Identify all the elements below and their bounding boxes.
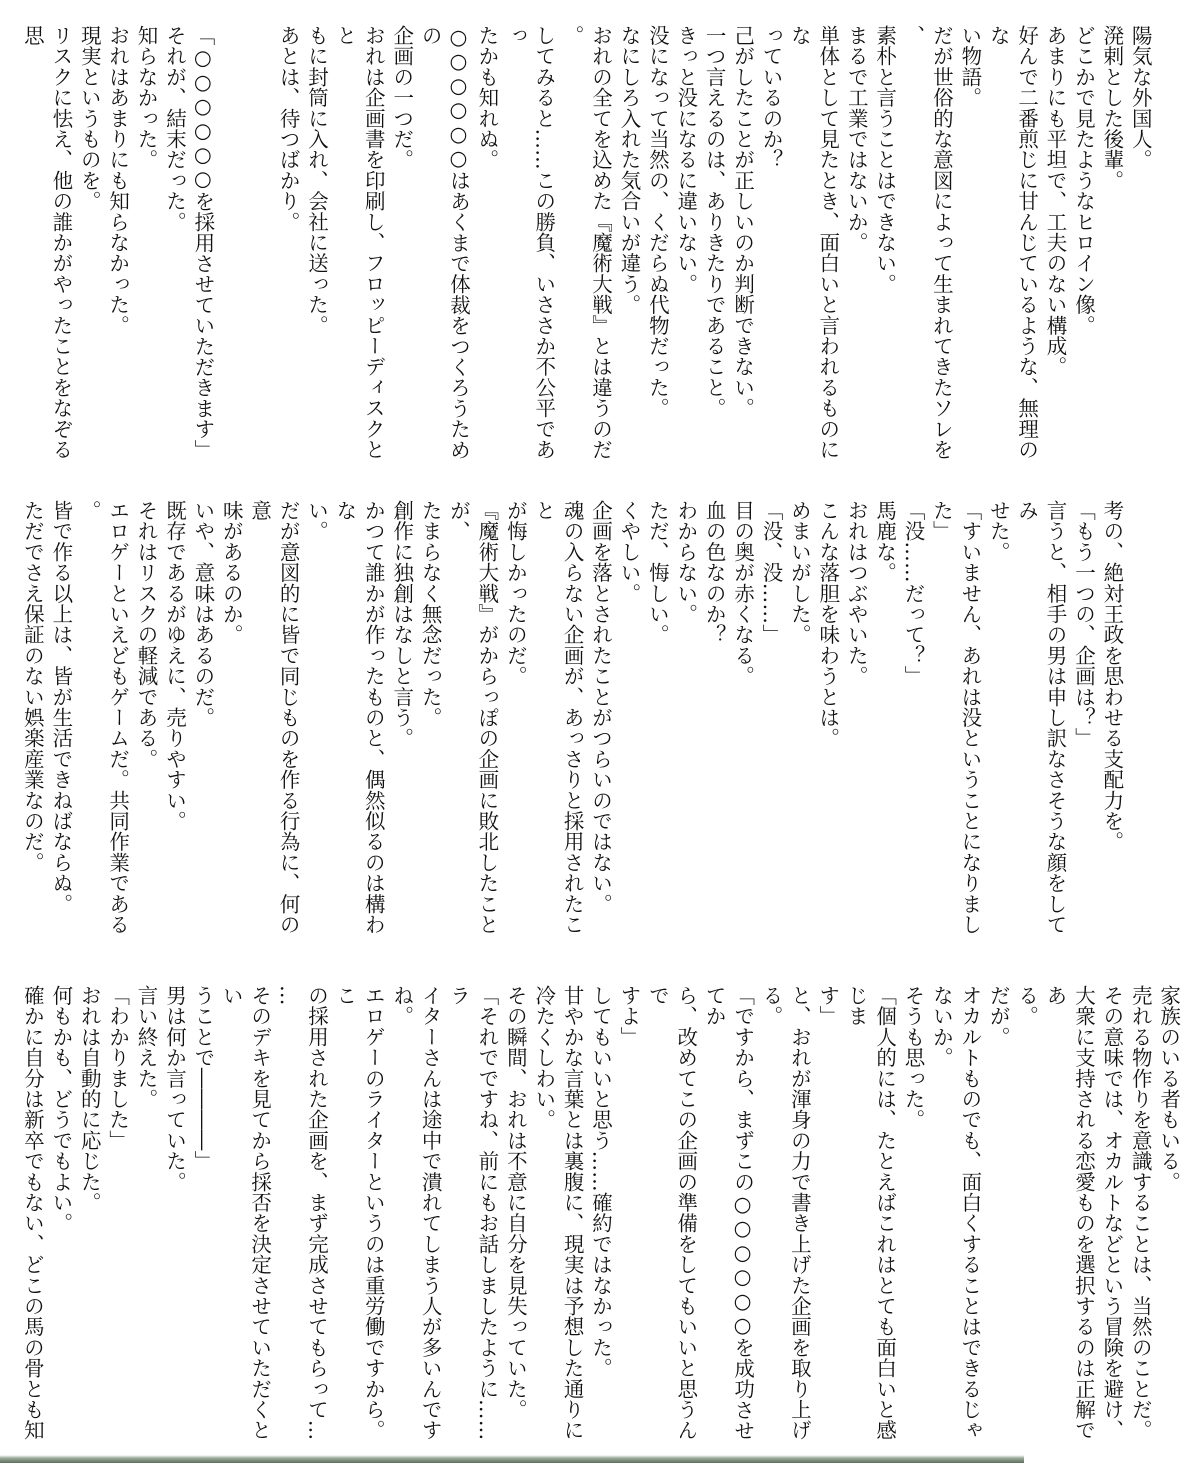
text-line: その瞬間、おれは不意に自分を見失っていた。 — [503, 985, 528, 1420]
text-line: ただ、悔しい。 — [645, 500, 670, 645]
text-line: 血の色なのか？ — [702, 500, 727, 645]
text-line: 大衆に支持される恋愛ものを選択するのは正解であ — [1043, 985, 1096, 1441]
text-line: 皆で作る以上は、皆が生活できねばならぬ。 — [48, 500, 73, 914]
text-line: ○○○○○○はあくまで体裁をつくろうための — [418, 25, 471, 460]
text-line: おれの全てを込めた『魔術大戦』とは違うのだ。 — [560, 25, 613, 460]
text-tier-bottom — [18, 985, 1181, 1447]
text-line: 知らなかった。 — [134, 25, 159, 170]
text-line: 没になって当然の、くだらぬ代物だった。 — [645, 25, 670, 419]
text-line: おれは自動的に応じた。 — [77, 985, 102, 1213]
text-line: まるで工業ではないか。 — [844, 25, 869, 253]
text-line: わからない。 — [673, 500, 698, 625]
text-line: 己がしたことが正しいのか判断できない。 — [730, 25, 755, 419]
text-line: 冷たくしわい。 — [531, 985, 556, 1130]
text-line: す」 — [815, 985, 840, 1027]
text-line: 既存であるがゆえに、売りやすい。 — [162, 500, 187, 832]
text-line: 溌剌とした後輩。 — [1099, 25, 1124, 191]
text-line: きっと没になるに違いない。 — [673, 25, 698, 295]
text-line: めまいがした。 — [787, 500, 812, 645]
text-line: 企画の一つだ。 — [389, 25, 414, 170]
text-line: せた。 — [986, 500, 1011, 563]
text-line: その意味では、オカルトなどという冒険を避け、 — [1099, 985, 1124, 1441]
vertical-text-block-middle — [18, 500, 1126, 950]
text-line: あまりにも平坦で、工夫のない構成。 — [1043, 25, 1068, 377]
text-line: そのデキを見てから採否を決定させていただくとい — [219, 985, 272, 1441]
text-line: 言うと、相手の男は申し訳なさそうな顔をしてみ — [1014, 500, 1068, 935]
text-line: 好んで二番煎じに甘んじているような、無理のな — [986, 25, 1039, 460]
text-line: 目の奥が赤くなる。 — [730, 500, 755, 687]
text-line: そうも思った。 — [901, 985, 925, 1130]
text-line: うことで――――」 — [190, 985, 215, 1172]
blank-line — [217, 25, 245, 470]
text-line: っているのか？ — [758, 25, 783, 170]
text-line: の採用された企画を、まず完成させてもらって…… — [276, 985, 329, 1441]
text-line: 創作に独創はなしと言う。 — [389, 500, 414, 749]
vertical-text-block-top — [18, 25, 1154, 470]
text-line: どこかで見たようなヒロイン像。 — [1071, 25, 1096, 336]
text-line: 単体として見たとき、面白いと言われるものにな — [787, 25, 840, 460]
text-line: 売れる物作りを意識することは、当然のことだ。 — [1128, 985, 1153, 1441]
text-line: かつて誰かが作ったものと、偶然似るのは構わな — [332, 500, 386, 935]
scan-edge-shadow — [0, 1455, 1024, 1463]
text-line: い。 — [304, 500, 329, 542]
text-line: 言い終えた。 — [134, 985, 159, 1110]
text-line: 「もう一つの、企画は？」 — [1071, 500, 1096, 749]
text-line: 「没、没……」 — [758, 500, 783, 645]
text-line: 「没……だって？」 — [901, 500, 925, 687]
text-line: たまらなく無念だった。 — [418, 500, 443, 728]
text-tier-top — [18, 25, 1153, 470]
text-line: 「ですから、まずこの○○○○○○を成功させてか — [702, 985, 755, 1441]
text-line: リスクに怯え、他の誰かがやったことをなぞる思 — [20, 25, 73, 460]
text-line: 「すいません、あれは没ということになりました」 — [929, 500, 982, 935]
text-line: すよ」 — [616, 985, 641, 1048]
text-line: 家族のいる者もいる。 — [1156, 985, 1181, 1192]
text-line: エロゲーのライターというのは重労働ですから。こ — [332, 985, 386, 1441]
text-line: 男は何か言っていた。 — [162, 985, 187, 1192]
text-line: る。 — [758, 985, 783, 1027]
text-line: たかも知れぬ。 — [474, 25, 499, 170]
text-line: 考の、絶対王政を思わせる支配力を。 — [1099, 500, 1124, 852]
text-line: 魂の入らない企画が、あっさりと採用されたこと — [531, 500, 585, 935]
text-line: 味があるのか。 — [219, 500, 244, 645]
text-line: もに封筒に入れ、会社に送った。 — [304, 25, 329, 336]
text-line: おれはあまりにも知らなかった。 — [105, 25, 130, 336]
text-line: ないか。 — [929, 985, 954, 1068]
text-line: 一つ言えるのは、ありきたりであること。 — [702, 25, 727, 419]
text-line: いや、意味はあるのだ。 — [190, 500, 215, 728]
text-line: 馬鹿な。 — [872, 500, 897, 583]
text-line: おれは企画書を印刷し、フロッピーディスクとと — [332, 25, 386, 460]
text-line: あとは、待つばかり。 — [276, 25, 301, 232]
text-line: が悔しかったのだ。 — [503, 500, 528, 687]
text-line: オカルトものでも、面白くすることはできるじゃ — [957, 985, 982, 1441]
text-line: それはリスクの軽減である。 — [134, 500, 159, 770]
text-line: だが意図的に皆で同じものを作る行為に、何の意 — [247, 500, 301, 935]
text-line: い物語。 — [957, 25, 982, 108]
text-line: なにしろ入れた気合いが違う。 — [616, 25, 641, 315]
text-line: だが世俗的な意図によって生まれてきたソレを、 — [901, 25, 954, 460]
text-line: こんな落胆を味わうとは。 — [815, 500, 840, 749]
text-tier-middle — [18, 500, 1124, 950]
text-line: ら、改めてこの企画の準備をしてもいいと思うんで — [645, 985, 698, 1441]
text-line: 陽気な外国人。 — [1128, 25, 1153, 170]
text-line: 甘やかな言葉とは裏腹に、現実は予想した通りに — [560, 985, 585, 1441]
text-line: 確かに自分は新卒でもない、どこの馬の骨とも知 — [20, 985, 45, 1441]
text-line: ただでさえ保証のない娯楽産業なのだ。 — [20, 500, 45, 873]
text-line: 何もかも、どうでもよい。 — [48, 985, 73, 1234]
text-line: エロゲーといえどもゲームだ。共同作業である。 — [77, 500, 130, 935]
text-line: してもいいと思う……確約ではなかった。 — [588, 985, 613, 1379]
text-line: だが。 — [986, 985, 1011, 1048]
text-line: イターさんは途中で潰れてしまう人が多いんですね。 — [389, 985, 443, 1441]
text-line: おれはつぶやいた。 — [844, 500, 869, 687]
text-line: 「わかりました」 — [105, 985, 130, 1151]
text-line: 現実というものを。 — [77, 25, 102, 212]
text-line: 「それでですね、前にもお話しましたように……ラ — [446, 985, 499, 1441]
text-line: それが、結末だった。 — [162, 25, 187, 232]
blank-line — [245, 25, 273, 470]
text-line: 企画を落とされたことがつらいのではない。 — [588, 500, 613, 914]
text-line: 『魔術大戦』がからっぽの企画に敗北したことが、 — [446, 500, 499, 935]
text-line: と、おれが渾身の力で書き上げた企画を取り上げ — [787, 985, 812, 1441]
text-line: してみると……この勝負、いささか不公平であっ — [503, 25, 556, 460]
text-line: 「○○○○○○を採用させていただきます」 — [190, 25, 215, 460]
text-line: くやしい。 — [616, 500, 641, 604]
text-line: 「個人的には、たとえばこれはとても面白いと感じま — [844, 985, 897, 1441]
text-line: る。 — [1014, 985, 1039, 1027]
vertical-text-block-bottom — [18, 985, 1183, 1447]
text-line: 素朴と言うことはできない。 — [872, 25, 897, 295]
